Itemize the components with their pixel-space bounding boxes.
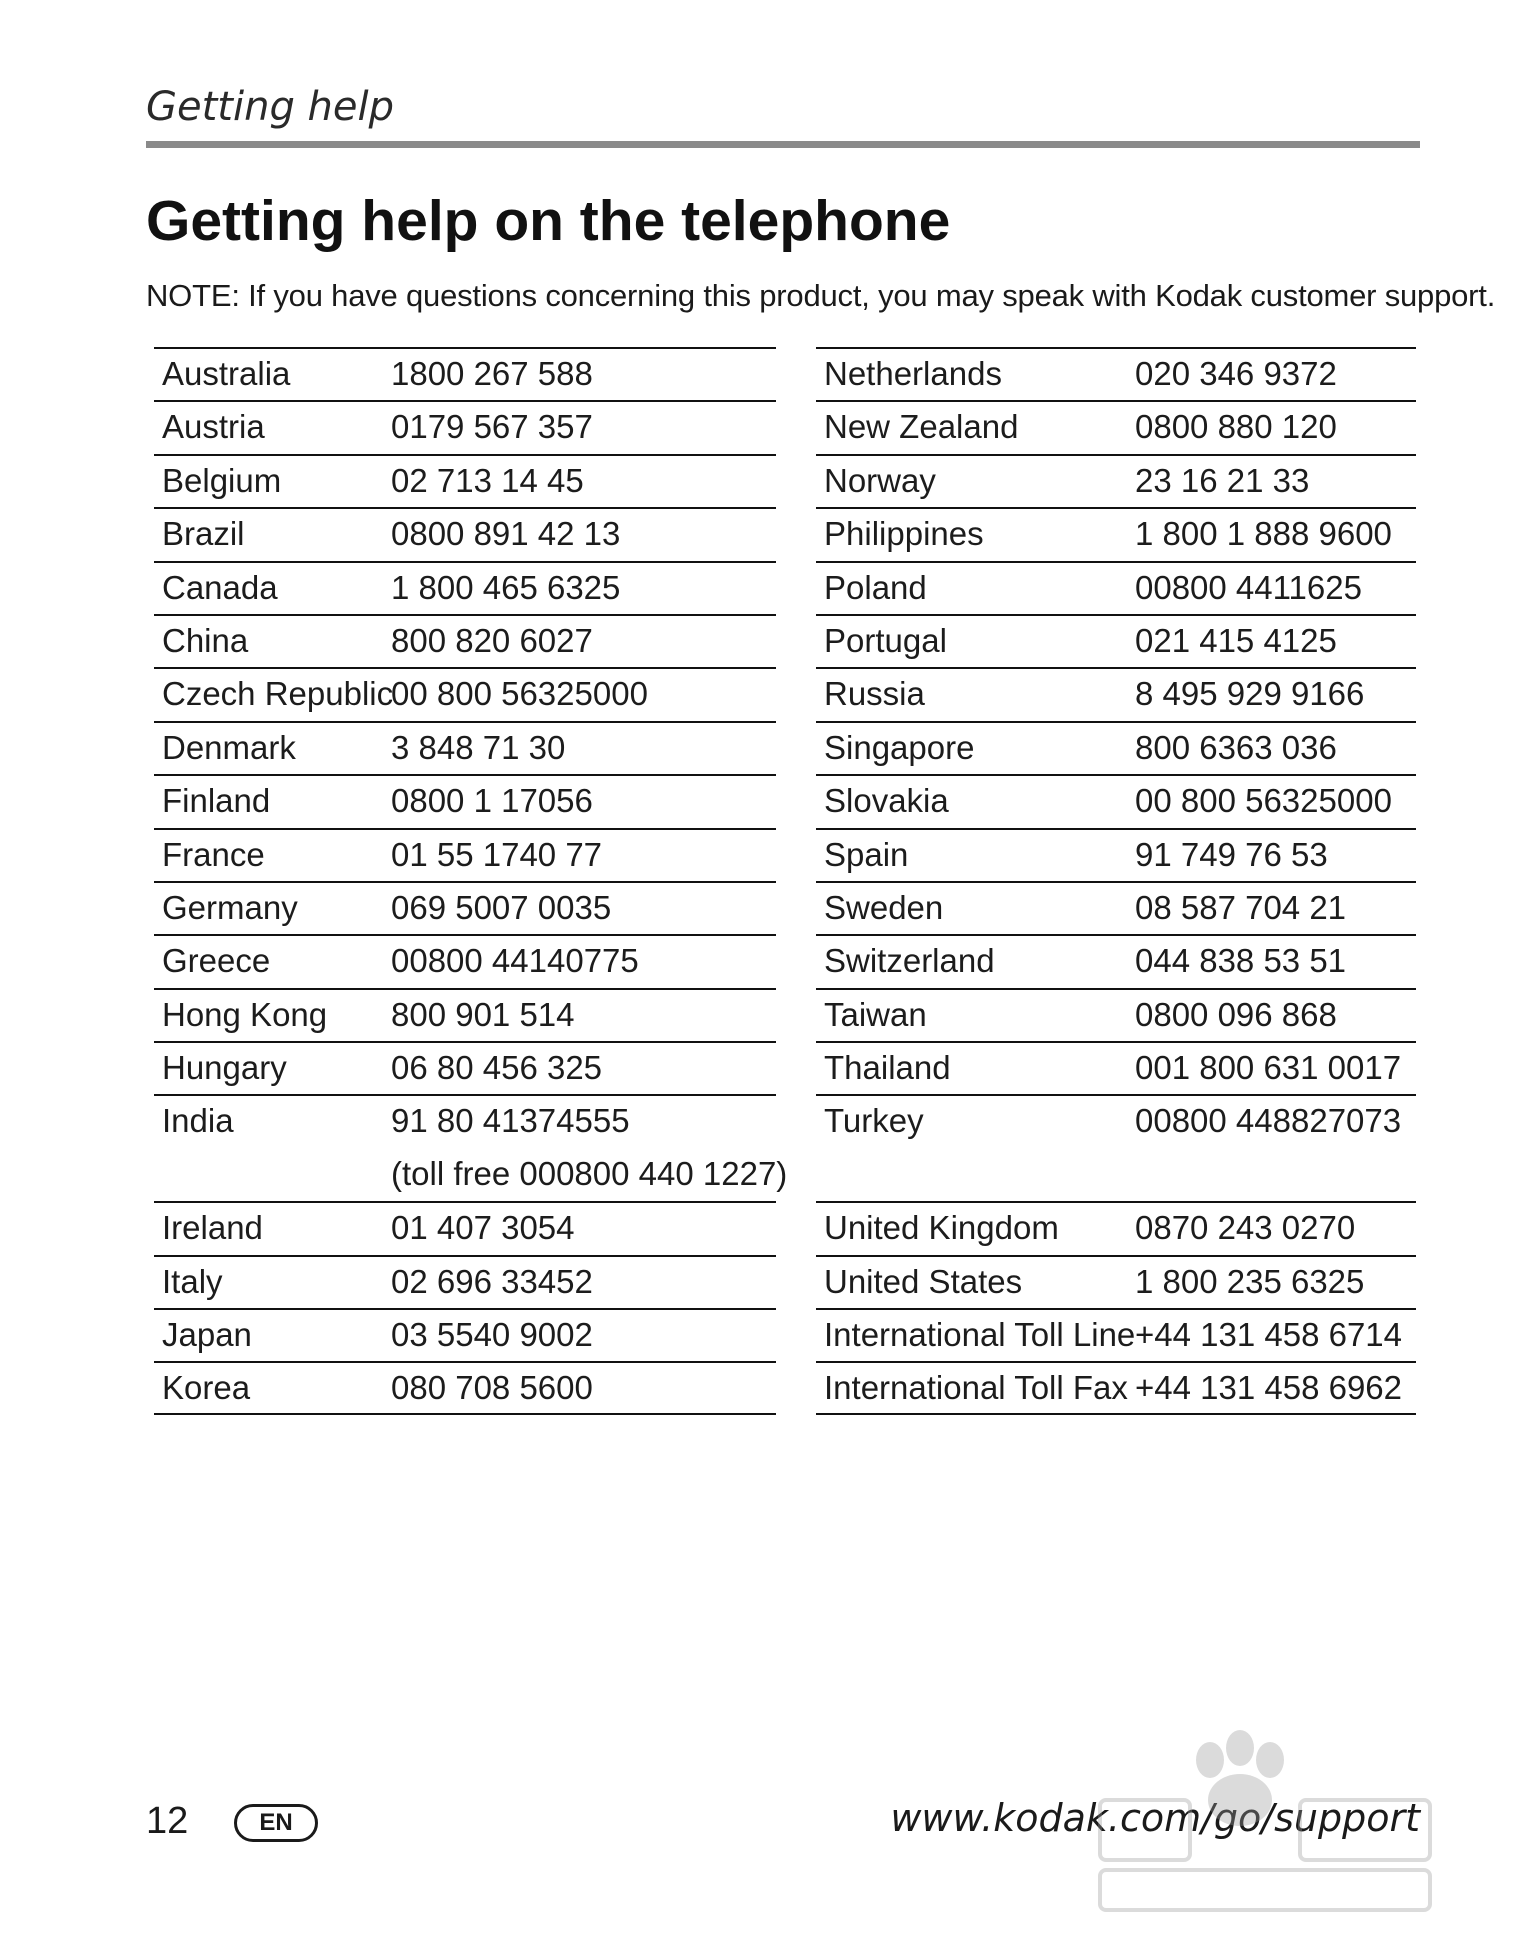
phone-number-cell: 069 5007 0035 (391, 888, 612, 926)
phone-number-cell: 0800 1 17056 (391, 782, 593, 820)
country-cell: United Kingdom (824, 1209, 1059, 1247)
table-row (816, 454, 1416, 507)
table-row (154, 828, 776, 881)
phone-number-cell: 08 587 704 21 (1135, 888, 1347, 926)
country-cell: Ireland (162, 1209, 263, 1247)
table-row (154, 347, 776, 400)
table-row (816, 1361, 1416, 1414)
table-row (816, 1201, 1416, 1254)
page-number: 12 (146, 1800, 189, 1842)
country-cell: Slovakia (824, 782, 949, 820)
table-row (816, 667, 1416, 720)
country-cell: New Zealand (824, 408, 1019, 446)
country-cell: Brazil (162, 515, 245, 553)
phone-number-cell: 00800 44140775 (391, 942, 639, 980)
table-row (154, 454, 776, 507)
phone-number-cell: 0800 880 120 (1135, 408, 1337, 446)
table-row (154, 561, 776, 614)
country-cell: Taiwan (824, 995, 927, 1033)
table-row (154, 721, 776, 774)
language-badge: EN (234, 1804, 318, 1842)
table-row (816, 1308, 1416, 1361)
phone-table-right (816, 347, 1416, 1415)
phone-number-cell: 00 800 56325000 (391, 675, 648, 713)
country-cell: Philippines (824, 515, 984, 553)
header-divider (146, 141, 1420, 148)
country-cell: India (162, 1102, 234, 1140)
table-row (154, 614, 776, 667)
phone-number-cell: +44 131 458 6714 (1135, 1316, 1403, 1354)
country-cell: Spain (824, 835, 909, 873)
phone-number-cell: 91 749 76 53 (1135, 835, 1328, 873)
phone-number-cell: 3 848 71 30 (391, 728, 566, 766)
country-cell: Singapore (824, 728, 975, 766)
phone-number-cell: 01 407 3054 (391, 1209, 575, 1247)
table-row (154, 1094, 788, 1201)
phone-number-cell: 02 713 14 45 (391, 461, 584, 499)
phone-number-cell: +44 131 458 6962 (1135, 1369, 1403, 1407)
table-row (816, 774, 1416, 827)
table-row (816, 828, 1416, 881)
table-row (154, 400, 776, 453)
phone-number-cell: 080 708 5600 (391, 1369, 593, 1407)
country-cell: Thailand (824, 1049, 951, 1087)
phone-number-cell: 91 80 41374555 (391, 1102, 630, 1140)
phone-number-cell: 1 800 465 6325 (391, 568, 621, 606)
table-row (816, 1041, 1416, 1094)
country-cell: Austria (162, 408, 265, 446)
table-row (154, 1041, 776, 1094)
phone-number-cell: 0870 243 0270 (1135, 1209, 1356, 1247)
country-cell: China (162, 621, 249, 659)
support-url-link[interactable]: www.kodak.com/go/support (890, 1796, 1420, 1840)
table-row (816, 347, 1416, 400)
country-cell: Denmark (162, 728, 296, 766)
table-row (154, 1201, 776, 1254)
phone-number-cell: 1800 267 588 (391, 355, 593, 392)
phone-number-cell: 001 800 631 0017 (1135, 1049, 1402, 1087)
page-title: Getting help on the telephone (146, 189, 951, 253)
country-cell: Canada (162, 568, 278, 606)
table-row (816, 934, 1416, 987)
country-cell: Germany (162, 888, 298, 926)
running-head: Getting help (146, 84, 395, 130)
phone-table-left (154, 347, 788, 1415)
phone-number-cell: 02 696 33452 (391, 1262, 593, 1300)
country-cell: Japan (162, 1316, 252, 1354)
country-cell: Czech Republic (162, 675, 394, 713)
table-row (816, 1255, 1416, 1308)
country-cell: Russia (824, 675, 925, 713)
table-row (816, 881, 1416, 934)
table-row (816, 561, 1416, 614)
table-row (154, 507, 776, 560)
country-cell: Hong Kong (162, 995, 328, 1033)
phone-number-cell: 800 820 6027 (391, 621, 593, 659)
phone-number-cell: 8 495 929 9166 (1135, 675, 1365, 713)
country-cell: International Toll Line (824, 1316, 1136, 1354)
country-cell: United States (824, 1262, 1023, 1300)
phone-number-cell: 044 838 53 51 (1135, 942, 1347, 980)
country-cell: Norway (824, 461, 936, 499)
phone-number-cell: 020 346 9372 (1135, 355, 1337, 392)
phone-number-cell: 23 16 21 33 (1135, 461, 1310, 499)
country-cell: Poland (824, 568, 927, 606)
phone-number-cell: 00800 4411625 (1135, 568, 1362, 606)
table-row (154, 774, 776, 827)
phone-number-cell: 01 55 1740 77 (391, 835, 603, 873)
phone-number-cell: 021 415 4125 (1135, 621, 1337, 659)
table-row (154, 1255, 776, 1308)
country-cell: Greece (162, 942, 271, 980)
phone-number-cell: 800 6363 036 (1135, 728, 1337, 766)
table-row (816, 400, 1416, 453)
country-cell: Netherlands (824, 355, 1002, 392)
table-row (816, 614, 1416, 667)
table-row (154, 1361, 776, 1414)
phone-number-cell: 0179 567 357 (391, 408, 593, 446)
phone-note-cell: (toll free 000800 440 1227) (391, 1155, 788, 1193)
baidu-watermark-logo (1090, 1720, 1450, 1920)
country-cell: Switzerland (824, 942, 995, 980)
table-row (154, 881, 776, 934)
phone-number-cell: 800 901 514 (391, 995, 575, 1033)
phone-number-cell: 06 80 456 325 (391, 1049, 603, 1087)
phone-number-cell: 03 5540 9002 (391, 1316, 593, 1354)
country-cell: Hungary (162, 1049, 287, 1087)
phone-number-cell: 0800 891 42 13 (391, 515, 621, 553)
country-cell: International Toll Fax (824, 1369, 1128, 1407)
table-row (816, 507, 1416, 560)
phone-number-cell: 00800 448827073 (1135, 1102, 1402, 1140)
table-row (816, 988, 1416, 1041)
note-text: NOTE: If you have questions concerning this product, you may speak with Kodak customer support. (146, 278, 1496, 313)
country-cell: Sweden (824, 888, 944, 926)
country-cell: Australia (162, 355, 291, 392)
country-cell: Turkey (824, 1102, 924, 1140)
table-row (154, 667, 776, 720)
table-row (816, 721, 1416, 774)
phone-number-cell: 00 800 56325000 (1135, 782, 1392, 820)
country-cell: France (162, 835, 265, 873)
country-cell: Korea (162, 1369, 251, 1407)
phone-number-cell: 0800 096 868 (1135, 995, 1337, 1033)
country-cell: Belgium (162, 461, 282, 499)
country-cell: Portugal (824, 621, 947, 659)
country-cell: Italy (162, 1262, 223, 1300)
phone-number-cell: 1 800 1 888 9600 (1135, 515, 1392, 553)
phone-number-cell: 1 800 235 6325 (1135, 1262, 1365, 1300)
table-row (154, 988, 776, 1041)
country-cell: Finland (162, 782, 271, 820)
table-row (816, 1094, 1416, 1201)
table-row (154, 934, 776, 987)
table-row (154, 1308, 776, 1361)
